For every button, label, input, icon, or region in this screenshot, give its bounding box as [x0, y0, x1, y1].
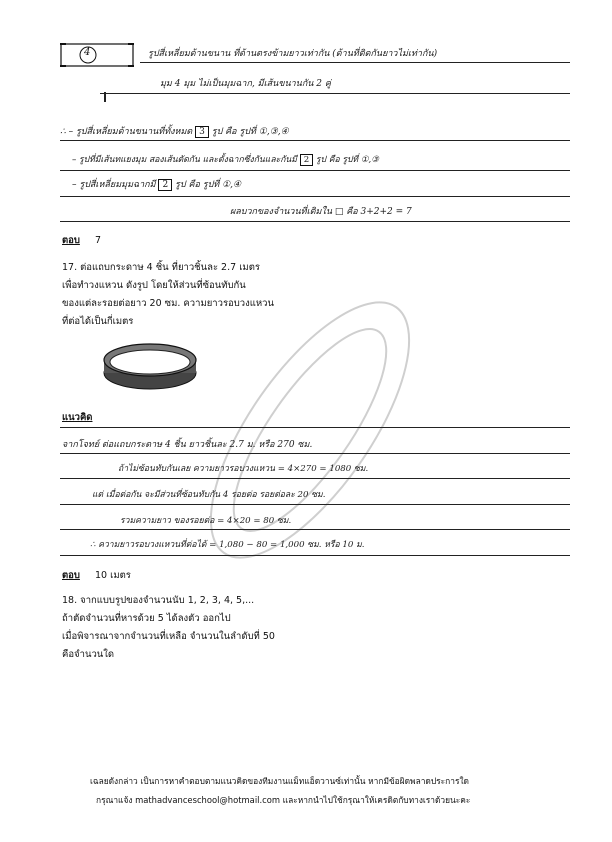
- rule-5: [60, 196, 570, 197]
- conclusion-1-count: 3: [195, 126, 209, 138]
- conclusion-3-count: 2: [158, 179, 172, 191]
- solution-line-4: รวมความยาว ของรอยต่อ = 4×20 = 80 ซม.: [120, 516, 292, 526]
- shape-number-box: [60, 40, 134, 70]
- rule-2: [100, 93, 570, 94]
- conclusion-1: ∴ – รูปสี่เหลี่ยมด้านขนานที่ทั้งหมด 3 รูป คือ รูปที่ ①,③,④: [60, 127, 289, 137]
- rule-6: [60, 221, 570, 222]
- top-line-1: รูปสี่เหลี่ยมด้านขนาน ที่ด้านตรงข้ามยาวเท่ากัน (ด้านที่ติดกันยาวไม่เท่ากัน): [148, 49, 438, 59]
- rule-1: [140, 62, 570, 63]
- answer-17: ตอบ 10 เมตร: [62, 570, 131, 581]
- q18-line-4: คือจำนวนใด: [62, 649, 115, 660]
- q18-line-3: เมื่อพิจารณาจากจำนวนที่เหลือ จำนวนในลำดับที่ 50: [62, 631, 275, 642]
- answer-16: ตอบ 7: [62, 235, 102, 246]
- rule-10: [60, 504, 570, 505]
- solution-line-2: ถ้าไม่ซ้อนทับกันเลย ความยาวรอบวงแหวน = 4×270 = 1080 ซม.: [118, 464, 369, 474]
- rule-8: [60, 453, 570, 454]
- conclusion-2: – รูปที่มีเส้นทแยงมุม สองเส้นตัดกัน และตั้งฉากซึ่งกันและกันมี 2 รูป คือ รูปที่ ①,③: [72, 155, 379, 165]
- solution-heading: แนวคิด: [62, 412, 93, 423]
- solution-line-5: ∴ ความยาวรอบวงแหวนที่ต่อได้ = 1,080 − 80 = 1,000 ซม. หรือ 10 ม.: [90, 540, 365, 550]
- rule-9: [60, 478, 570, 479]
- sum-line: ผลบวกของจำนวนที่เติมใน □ คือ 3+2+2 = 7: [230, 207, 412, 217]
- q17-line-2: เพื่อทำวงแหวน ดังรูป โดยให้ส่วนที่ซ้อนทับกัน: [62, 280, 246, 291]
- top-line-2: มุม 4 มุม ไม่เป็นมุมฉาก, มีเส้นขนานกัน 2 คู่: [160, 79, 331, 89]
- solution-line-3: แต่ เมื่อต่อกัน จะมีส่วนที่ซ้อนทับกัน 4 รอยต่อ รอยต่อละ 20 ซม.: [92, 490, 326, 500]
- q17-line-3: ของแต่ละรอยต่อยาว 20 ซม. ความยาวรอบวงแหวน: [62, 298, 274, 309]
- solution-line-1: จากโจทย์ ต่อแถบกระดาษ 4 ชิ้น ยาวชิ้นละ 2.7 ม. หรือ 270 ซม.: [62, 440, 313, 450]
- shape-number: 4: [84, 47, 91, 58]
- rule-3: [60, 140, 570, 141]
- rule-11: [60, 529, 570, 530]
- q18-line-2: ถ้าตัดจำนวนที่หารด้วย 5 ได้ลงตัว ออกไป: [62, 613, 231, 624]
- footer-line-1: เฉลยดังกล่าว เป็นการหาคำตอบตามแนวคิดของทีมงานแม็ทแอ็ดวานซ์เท่านั้น หากมีข้อผิดพลาดประการใด: [90, 776, 469, 786]
- rule-4: [60, 170, 570, 171]
- rule-12: [60, 555, 570, 556]
- dashed-rectangle-icon: [60, 40, 134, 70]
- conclusion-2-count: 2: [300, 154, 313, 166]
- q17-line-1: 17. ต่อแถบกระดาษ 4 ชิ้น ที่ยาวชิ้นละ 2.7 เมตร: [62, 262, 260, 273]
- tick-mark: [104, 92, 106, 102]
- footer-line-2: กรุณาแจ้ง mathadvanceschool@hotmail.com และหากนำไปใช้กรุณาให้เครดิตกับทางเราด้วยนะคะ: [96, 795, 471, 805]
- q17-line-4: ที่ต่อได้เป็นกี่เมตร: [62, 316, 134, 327]
- rule-7: [60, 427, 570, 428]
- q18-line-1: 18. จากแบบรูปของจำนวนนับ 1, 2, 3, 4, 5,...: [62, 595, 255, 606]
- conclusion-3: – รูปสี่เหลี่ยมมุมฉากมี 2 รูป คือ รูปที่ ①,④: [72, 180, 242, 190]
